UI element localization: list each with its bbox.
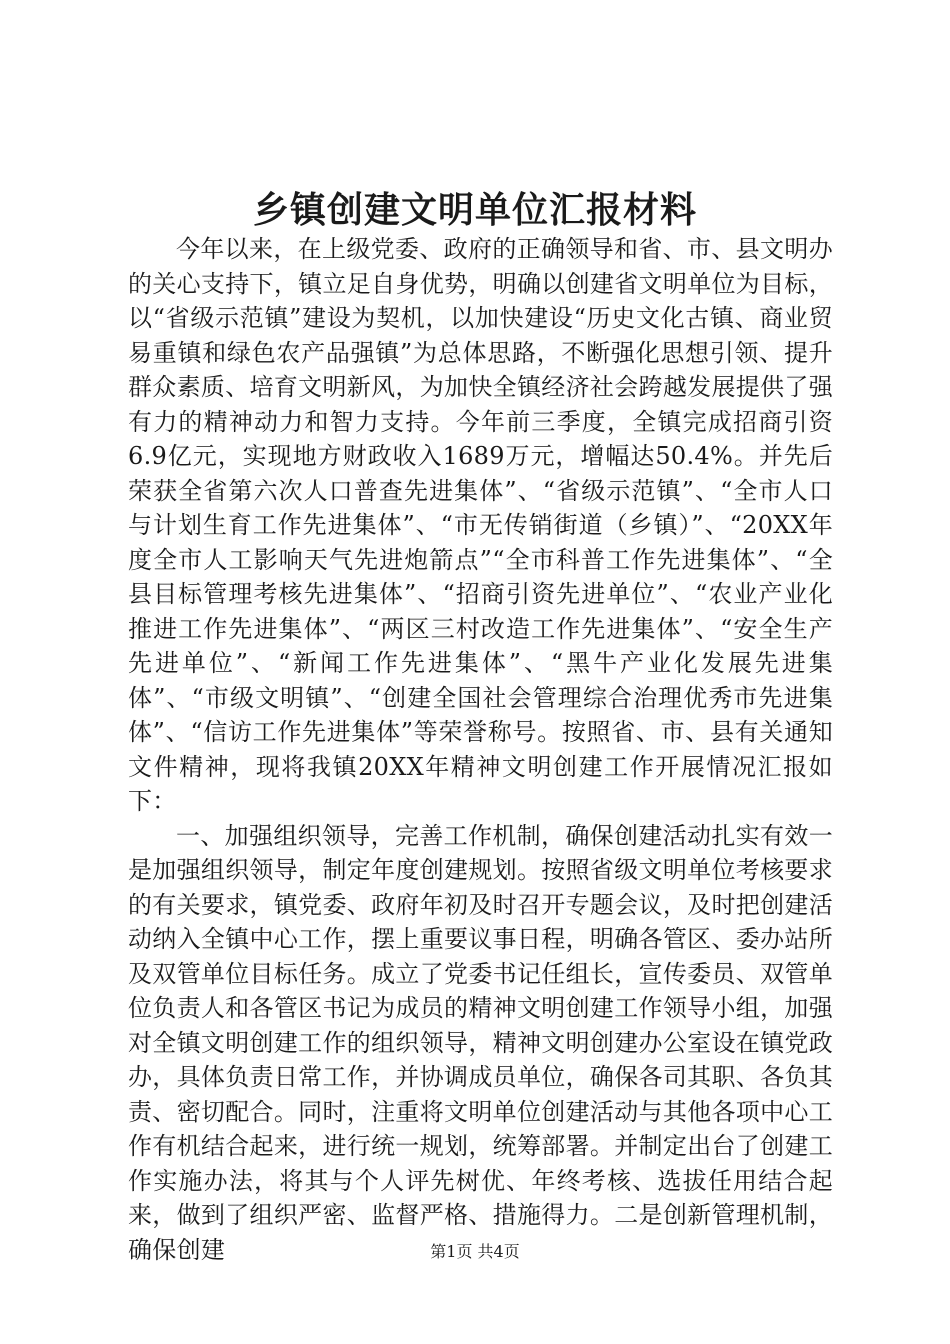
document-title: 乡镇创建文明单位汇报材料: [252, 189, 697, 231]
page-number-footer: 第1页 共4页: [430, 1242, 520, 1261]
document-body: [128, 232, 833, 1267]
paragraph-intro: 今年以来，在上级党委、政府的正确领导和省、市、县文明办的关心支持下，镇立足自身优势，明确以创建省文明单位为目标，以“省级示范镇”建设为契机，以加快建设“历史文化古镇、商业贸易重镇和绿色农产品强镇”为总体思路，不断强化思想引领、提升群众素质、培育文明新风，为加快全镇经济社会跨越发展提供了强有力的精神动力和智力支持。今年前三季度，全镇完成招商引资6.9亿元，实现地方财政收入1689万元，增幅达50.4%。并先后荣获全省第六次人口普查先进集体”、“省级示范镇”、“全市人口与计划生育工作先进集体”、“市无传销街道（乡镇）”、“20XX年度全市人工影响天气先进炮箭点”“全市科普工作先进集体”、“全县目标管理考核先进集体”、“招商引资先进单位”、“农业产业化推进工作先进集体”、“两区三村改造工作先进集体”、“安全生产先进单位”、“新闻工作先进集体”、“黑牛产业化发展先进集体”、“市级文明镇”、“创建全国社会管理综合治理优秀市先进集体”、“信访工作先进集体”等荣誉称号。按照省、市、县有关通知文件精神，现将我镇20XX年精神文明创建工作开展情况汇报如下：: [128, 235, 833, 815]
paragraph-section-one: 一、加强组织领导，完善工作机制，确保创建活动扎实有效一是加强组织领导，制定年度创建规划。按照省级文明单位考核要求的有关要求，镇党委、政府年初及时召开专题会议，及时把创建活动纳入全镇中心工作，摆上重要议事日程，明确各管区、委办站所及双管单位目标任务。成立了党委书记任组长，宣传委员、双管单位负责人和各管区书记为成员的精神文明创建工作领导小组，加强对全镇文明创建工作的组织领导，精神文明创建办公室设在镇党政办，具体负责日常工作，并协调成员单位，确保各司其职、各负其责、密切配合。同时，注重将文明单位创建活动与其他各项中心工作有机结合起来，进行统一规划，统筹部署。并制定出台了创建工作实施办法，将其与个人评先树优、年终考核、选拔任用结合起来，做到了组织严密、监督严格、措施得力。二是创新管理机制，确保创建: [128, 821, 833, 1264]
